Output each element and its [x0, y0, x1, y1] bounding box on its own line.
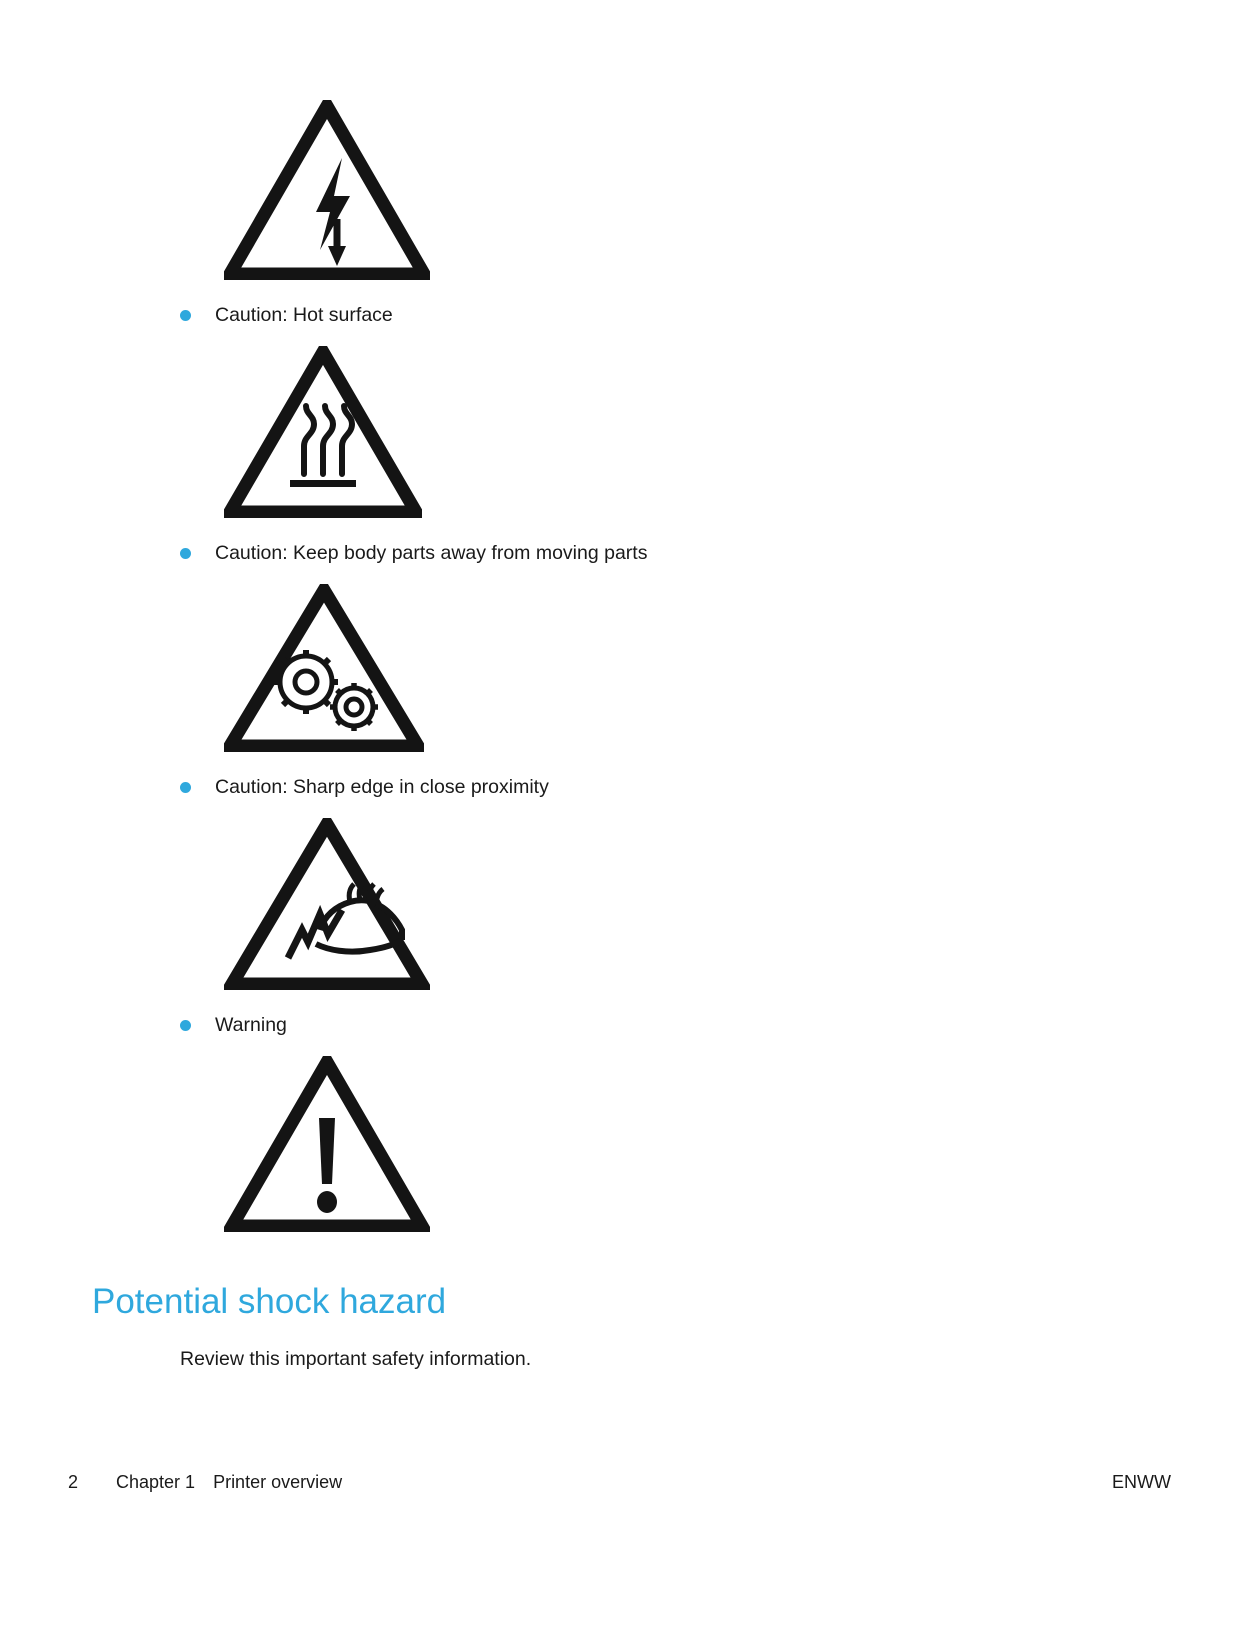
list-item [180, 774, 1092, 800]
footer-locale-code: ENWW [1112, 1472, 1171, 1492]
hot-surface-symbol [224, 346, 1092, 518]
footer-chapter-title: Printer overview [213, 1472, 343, 1492]
list-item [180, 302, 1092, 328]
list-item-label: Caution: Hot surface [215, 304, 393, 326]
section-body-text: Review this important safety information. [180, 1348, 532, 1370]
bullet-dot-icon [180, 1020, 191, 1031]
sharp-edge-symbol [224, 818, 1092, 990]
general-warning-symbol [224, 1056, 1092, 1232]
moving-parts-symbol [224, 584, 1092, 752]
list-item-label: Warning [215, 1014, 287, 1036]
list-item [180, 1012, 1092, 1038]
bullet-dot-icon [180, 782, 191, 793]
page-footer [68, 1472, 1171, 1493]
electric-shock-hazard-symbol [224, 100, 1092, 280]
bullet-dot-icon [180, 548, 191, 559]
list-item-label: Caution: Sharp edge in close proximity [215, 776, 549, 798]
page-content [92, 100, 1092, 1372]
list-item [180, 540, 1092, 566]
footer-page-number: 2 [68, 1472, 79, 1492]
bullet-dot-icon [180, 310, 191, 321]
section-heading: Potential shock hazard [92, 1282, 447, 1321]
footer-chapter: Chapter 1 [116, 1472, 196, 1492]
list-item-label: Caution: Keep body parts away from moving parts [215, 542, 648, 564]
